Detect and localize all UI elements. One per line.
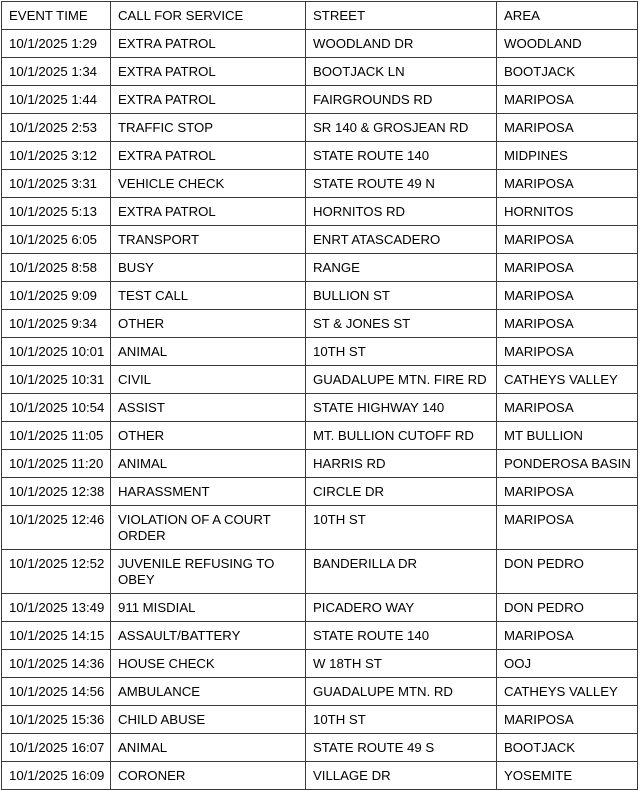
area-cell: BOOTJACK [497, 58, 638, 86]
table-row [2, 254, 638, 282]
event-time-cell: 10/1/2025 6:05 [2, 226, 111, 254]
table-row [2, 650, 638, 678]
event-time-cell: 10/1/2025 1:44 [2, 86, 111, 114]
area-cell: MARIPOSA [497, 282, 638, 310]
table-row [2, 422, 638, 450]
street-cell: STATE ROUTE 49 S [306, 734, 497, 762]
street-cell: BOOTJACK LN [306, 58, 497, 86]
table-row [2, 338, 638, 366]
call-for-service-cell: CORONER [111, 762, 306, 790]
call-for-service-cell: VIOLATION OF A COURT ORDER [111, 506, 306, 550]
call-for-service-cell: EXTRA PATROL [111, 30, 306, 58]
street-cell: BULLION ST [306, 282, 497, 310]
call-for-service-cell: EXTRA PATROL [111, 86, 306, 114]
area-cell: CATHEYS VALLEY [497, 678, 638, 706]
call-for-service-cell: TRAFFIC STOP [111, 114, 306, 142]
table-row [2, 310, 638, 338]
event-time-cell: 10/1/2025 16:07 [2, 734, 111, 762]
event-time-cell: 10/1/2025 8:58 [2, 254, 111, 282]
street-cell: GUADALUPE MTN. FIRE RD [306, 366, 497, 394]
street-cell: W 18TH ST [306, 650, 497, 678]
header-area: AREA [497, 2, 638, 30]
table-row [2, 226, 638, 254]
event-time-cell: 10/1/2025 9:09 [2, 282, 111, 310]
street-cell: VILLAGE DR [306, 762, 497, 790]
area-cell: PONDEROSA BASIN [497, 450, 638, 478]
event-time-cell: 10/1/2025 1:29 [2, 30, 111, 58]
header-row [2, 2, 638, 30]
call-for-service-cell: OTHER [111, 422, 306, 450]
table-row [2, 282, 638, 310]
event-time-cell: 10/1/2025 9:34 [2, 310, 111, 338]
call-for-service-cell: EXTRA PATROL [111, 198, 306, 226]
event-time-cell: 10/1/2025 15:36 [2, 706, 111, 734]
event-time-cell: 10/1/2025 14:15 [2, 622, 111, 650]
event-time-cell: 10/1/2025 10:31 [2, 366, 111, 394]
street-cell: MT. BULLION CUTOFF RD [306, 422, 497, 450]
table-body [2, 30, 638, 790]
call-for-service-cell: EXTRA PATROL [111, 58, 306, 86]
table-row [2, 198, 638, 226]
table-row [2, 706, 638, 734]
street-cell: HARRIS RD [306, 450, 497, 478]
event-time-cell: 10/1/2025 16:09 [2, 762, 111, 790]
table-row [2, 58, 638, 86]
street-cell: SR 140 & GROSJEAN RD [306, 114, 497, 142]
call-for-service-cell: VEHICLE CHECK [111, 170, 306, 198]
event-time-cell: 10/1/2025 10:54 [2, 394, 111, 422]
area-cell: YOSEMITE [497, 762, 638, 790]
area-cell: MARIPOSA [497, 338, 638, 366]
table-row [2, 734, 638, 762]
call-for-service-cell: ANIMAL [111, 734, 306, 762]
event-time-cell: 10/1/2025 11:20 [2, 450, 111, 478]
street-cell: RANGE [306, 254, 497, 282]
street-cell: STATE ROUTE 140 [306, 142, 497, 170]
street-cell: 10TH ST [306, 706, 497, 734]
street-cell: STATE HIGHWAY 140 [306, 394, 497, 422]
event-time-cell: 10/1/2025 2:53 [2, 114, 111, 142]
event-time-cell: 10/1/2025 10:01 [2, 338, 111, 366]
event-time-cell: 10/1/2025 3:12 [2, 142, 111, 170]
area-cell: BOOTJACK [497, 734, 638, 762]
call-for-service-cell: ANIMAL [111, 338, 306, 366]
call-for-service-cell: ASSIST [111, 394, 306, 422]
event-time-cell: 10/1/2025 14:36 [2, 650, 111, 678]
area-cell: MARIPOSA [497, 86, 638, 114]
area-cell: MARIPOSA [497, 394, 638, 422]
area-cell: MARIPOSA [497, 170, 638, 198]
table-row [2, 30, 638, 58]
table-row [2, 86, 638, 114]
call-for-service-cell: 911 MISDIAL [111, 594, 306, 622]
street-cell: CIRCLE DR [306, 478, 497, 506]
call-for-service-cell: HARASSMENT [111, 478, 306, 506]
street-cell: WOODLAND DR [306, 30, 497, 58]
table-row [2, 594, 638, 622]
street-cell: STATE ROUTE 140 [306, 622, 497, 650]
call-for-service-cell: EXTRA PATROL [111, 142, 306, 170]
call-for-service-cell: OTHER [111, 310, 306, 338]
event-time-cell: 10/1/2025 11:05 [2, 422, 111, 450]
event-time-cell: 10/1/2025 1:34 [2, 58, 111, 86]
event-time-cell: 10/1/2025 14:56 [2, 678, 111, 706]
area-cell: MARIPOSA [497, 506, 638, 550]
call-for-service-cell: CIVIL [111, 366, 306, 394]
area-cell: DON PEDRO [497, 594, 638, 622]
area-cell: MARIPOSA [497, 114, 638, 142]
area-cell: CATHEYS VALLEY [497, 366, 638, 394]
street-cell: 10TH ST [306, 338, 497, 366]
call-for-service-cell: ANIMAL [111, 450, 306, 478]
area-cell: OOJ [497, 650, 638, 678]
area-cell: MT BULLION [497, 422, 638, 450]
table-row [2, 142, 638, 170]
area-cell: MARIPOSA [497, 254, 638, 282]
table-row [2, 678, 638, 706]
call-for-service-cell: AMBULANCE [111, 678, 306, 706]
table-row [2, 762, 638, 790]
table-row [2, 622, 638, 650]
call-for-service-cell: JUVENILE REFUSING TO OBEY [111, 550, 306, 594]
table-row [2, 550, 638, 594]
area-cell: WOODLAND [497, 30, 638, 58]
event-time-cell: 10/1/2025 12:52 [2, 550, 111, 594]
table-row [2, 450, 638, 478]
street-cell: ENRT ATASCADERO [306, 226, 497, 254]
header-call-for-service: CALL FOR SERVICE [111, 2, 306, 30]
table-row [2, 114, 638, 142]
street-cell: 10TH ST [306, 506, 497, 550]
area-cell: DON PEDRO [497, 550, 638, 594]
street-cell: BANDERILLA DR [306, 550, 497, 594]
table-row [2, 366, 638, 394]
table-row [2, 478, 638, 506]
street-cell: HORNITOS RD [306, 198, 497, 226]
header-street: STREET [306, 2, 497, 30]
call-log-table [1, 1, 638, 790]
street-cell: STATE ROUTE 49 N [306, 170, 497, 198]
area-cell: MARIPOSA [497, 706, 638, 734]
call-for-service-cell: HOUSE CHECK [111, 650, 306, 678]
call-for-service-cell: TEST CALL [111, 282, 306, 310]
event-time-cell: 10/1/2025 12:46 [2, 506, 111, 550]
table-row [2, 170, 638, 198]
call-for-service-cell: ASSAULT/BATTERY [111, 622, 306, 650]
event-time-cell: 10/1/2025 3:31 [2, 170, 111, 198]
area-cell: MIDPINES [497, 142, 638, 170]
street-cell: ST & JONES ST [306, 310, 497, 338]
event-time-cell: 10/1/2025 13:49 [2, 594, 111, 622]
street-cell: PICADERO WAY [306, 594, 497, 622]
area-cell: MARIPOSA [497, 478, 638, 506]
call-for-service-cell: BUSY [111, 254, 306, 282]
table-row [2, 506, 638, 550]
area-cell: MARIPOSA [497, 622, 638, 650]
header-event-time: EVENT TIME [2, 2, 111, 30]
street-cell: GUADALUPE MTN. RD [306, 678, 497, 706]
area-cell: MARIPOSA [497, 226, 638, 254]
area-cell: HORNITOS [497, 198, 638, 226]
call-for-service-cell: CHILD ABUSE [111, 706, 306, 734]
area-cell: MARIPOSA [497, 310, 638, 338]
call-for-service-cell: TRANSPORT [111, 226, 306, 254]
street-cell: FAIRGROUNDS RD [306, 86, 497, 114]
table-row [2, 394, 638, 422]
event-time-cell: 10/1/2025 5:13 [2, 198, 111, 226]
event-time-cell: 10/1/2025 12:38 [2, 478, 111, 506]
